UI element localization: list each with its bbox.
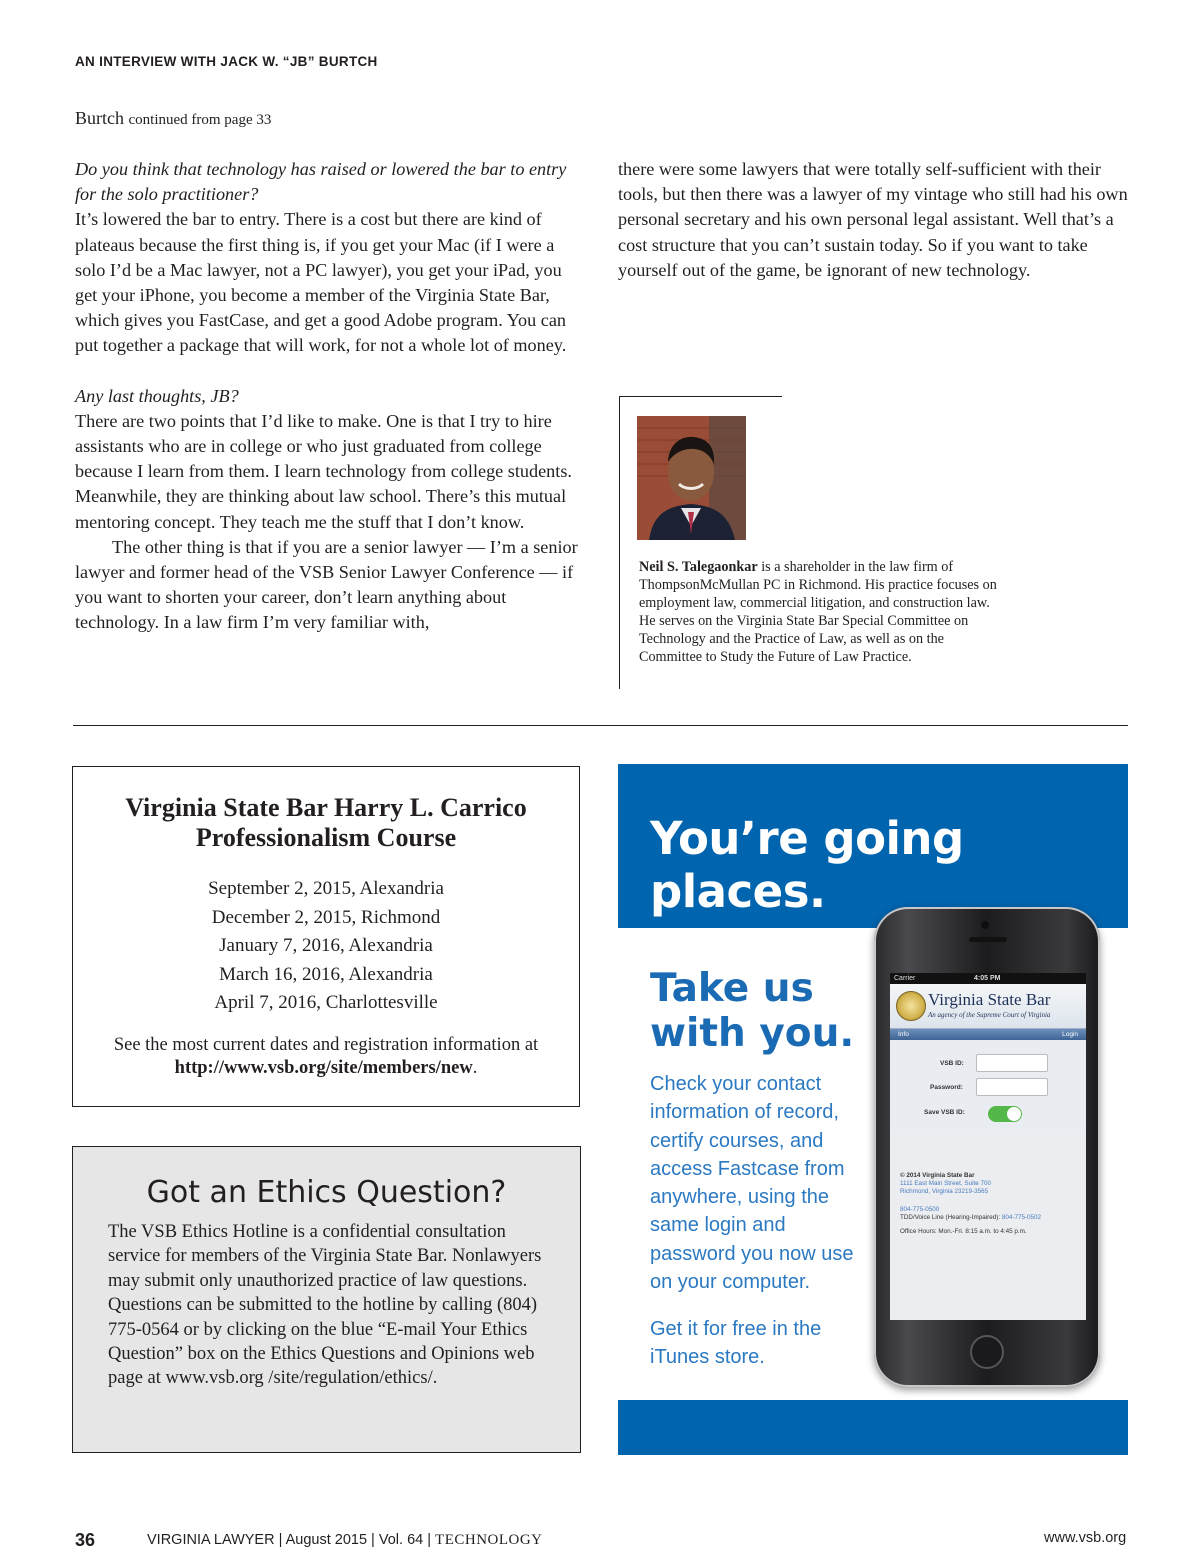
app-login-tab[interactable]: Login: [1062, 1031, 1078, 1038]
carrico-title-line-2: Professionalism Course: [195, 823, 457, 852]
save-vsb-id-toggle[interactable]: [988, 1106, 1022, 1122]
app-nav-bar: [890, 1029, 1086, 1040]
app-phone: 804-775-0500: [900, 1206, 940, 1213]
magazine-issue: VIRGINIA LAWYER | August 2015 | Vol. 64 |: [147, 1532, 431, 1548]
app-info-tab[interactable]: Info: [898, 1031, 909, 1038]
ad-get-it-free: Get it for free in the iTunes store.: [650, 1318, 822, 1369]
question-2: Any last thoughts, JB?: [75, 385, 239, 406]
ad-headline: You’re going places.: [650, 812, 964, 918]
status-carrier: Carrier: [894, 975, 916, 982]
app-subtitle: An agency of the Supreme Court of Virginia: [928, 1011, 1051, 1019]
carrico-registration-info: [73, 1034, 579, 1080]
ad-bottom-band: [618, 1400, 1128, 1455]
phone-screen: [890, 973, 1086, 1320]
app-copyright: © 2014 Virginia State Bar: [900, 1172, 975, 1179]
app-tdd-number: 804-775-0502: [1001, 1214, 1042, 1221]
app-login-form: [890, 1040, 1086, 1132]
phone-home-button-icon: [970, 1335, 1004, 1369]
carrico-course-box: [72, 766, 580, 1107]
password-field[interactable]: [976, 1078, 1048, 1096]
phone-status-bar: [890, 973, 1086, 984]
app-address: [900, 1180, 991, 1196]
continued-name: Burtch: [75, 108, 124, 128]
app-tdd-label: TDD/Voice Line (Hearing-Impaired):: [900, 1214, 1001, 1221]
ethics-hotline-box: [72, 1146, 581, 1453]
ethics-title: Got an Ethics Question?: [146, 1175, 507, 1210]
carrico-title: [73, 793, 579, 853]
toggle-knob: [1007, 1107, 1021, 1121]
continued-line: [75, 108, 271, 129]
phone-illustration: [874, 907, 1100, 1387]
article-column-left: [75, 157, 587, 636]
ad-description: Check your contact information of record, certify courses, and access Fastcase from anywhere, using the same login and password you now use on your computer.: [650, 1073, 854, 1294]
phone-speaker-icon: [969, 937, 1007, 942]
password-label: Password:: [930, 1084, 963, 1091]
answer-2-paragraph-1: There are two points that I’d like to make. One is that I try to hire assistants who are in college or who just graduated from college because I learn from them. I learn technology from college students. Meanwhile, they are thinking about law school. There’s this mutual mentoring concept. They teach me the stuff that I don’t know.: [75, 410, 572, 532]
carrico-date: April 7, 2016, Charlottesville: [214, 992, 438, 1013]
author-bio-text: is a shareholder in the law firm of ThompsonMcMullan PC in Richmond. His practice focuses on employment law, commercial litigation, and construction law. He serves on the Virginia State Bar Special Committee on Technology and the Practice of Law, as well as on the Committee to Study the Future of Law Practice.: [639, 559, 997, 665]
site-url[interactable]: www.vsb.org: [1044, 1530, 1127, 1546]
app-header: [890, 984, 1086, 1029]
carrico-date: September 2, 2015, Alexandria: [208, 878, 444, 899]
carrico-date: December 2, 2015, Richmond: [211, 906, 441, 928]
carrico-date: January 7, 2016, Alexandria: [219, 935, 433, 956]
article-kicker: AN INTERVIEW WITH JACK W. “JB” BURTCH: [75, 54, 378, 69]
article-column-right: [618, 157, 1130, 283]
vsb-app-advertisement: [618, 764, 1128, 1455]
author-photo: [637, 416, 746, 540]
carrico-see-text: See the most current dates and registration information at: [113, 1034, 539, 1055]
magazine-section: TECHNOLOGY: [435, 1532, 543, 1548]
status-time: 4:05 PM: [974, 975, 1001, 982]
app-address-line-2: Richmond, Virginia 23219-3565: [900, 1188, 989, 1195]
carrico-title-line-1: Virginia State Bar Harry L. Carrico: [125, 793, 527, 822]
carrico-registration-link[interactable]: http://www.vsb.org/site/members/new: [174, 1057, 473, 1078]
section-divider: [73, 725, 1128, 726]
carrico-url-suffix: .: [472, 1057, 478, 1078]
save-vsb-id-label: Save VSB ID:: [924, 1109, 965, 1116]
ad-take-line-2: with you.: [650, 1011, 855, 1056]
ad-take-line-1: Take us: [650, 966, 814, 1011]
carrico-date: March 16, 2016, Alexandria: [219, 963, 433, 985]
answer-2-continued: there were some lawyers that were totally self-sufficient with their tools, but then there was a lawyer of my vintage who still had his own personal secretary and his own personal legal assistant. Well that’s a cost structure that you can’t sustain today. So if you want to take yourself out of the game, be ignorant of new technology.: [618, 159, 1128, 280]
app-name: Virginia State Bar: [928, 990, 1051, 1009]
vsb-seal-icon: [896, 991, 926, 1021]
carrico-dates-list: [73, 875, 579, 1018]
author-name: Neil S. Talegaonkar: [639, 559, 758, 575]
magazine-footer: [147, 1532, 543, 1549]
app-tdd-line: [900, 1214, 1041, 1222]
question-1: Do you think that technology has raised or lowered the bar to entry for the solo practitioner?: [75, 159, 567, 205]
continued-text: continued from page 33: [128, 112, 272, 128]
app-address-line-1: 1111 East Main Street, Suite 700: [900, 1180, 992, 1187]
author-bio: [639, 558, 999, 666]
page-number: 36: [75, 1530, 96, 1550]
answer-1: It’s lowered the bar to entry. There is a cost but there are kind of plateaus because the first thing is, if you get your Mac (if I were a solo I’d be a Mac lawyer, not a PC lawyer), you get your iPad, you get your iPhone, you become a member of the Virginia State Bar, which gives you FastCase, and get a good Adobe program. You can put together a package that will work, for not a whole lot of money.: [75, 209, 567, 356]
vsb-id-field[interactable]: [976, 1054, 1048, 1072]
answer-2-paragraph-2: The other thing is that if you are a senior lawyer — I’m a senior lawyer and former head of the VSB Senior Lawyer Conference — if you want to shorten your career, don’t learn anything about technology. In a law firm I’m very familiar with,: [75, 536, 578, 633]
phone-camera-icon: [981, 921, 989, 929]
vsb-id-label: VSB ID:: [940, 1060, 964, 1067]
ethics-body: The VSB Ethics Hotline is a confidential consultation service for members of the Virginia State Bar. Nonlawyers may submit only unauthorized practice of law questions. Questions can be submitted to the hotline by calling (804) 775-0564 or by clicking on the blue “E-mail Your Ethics Question” box on the Ethics Questions and Opinions web page at www.vsb.org /site/regulation/ethics/.: [108, 1222, 542, 1389]
app-office-hours: Office Hours: Mon.-Fri. 8:15 a.m. to 4:45 p.m.: [900, 1228, 1027, 1235]
app-footer: [890, 1132, 1086, 1320]
ad-take-us: [650, 966, 854, 1056]
